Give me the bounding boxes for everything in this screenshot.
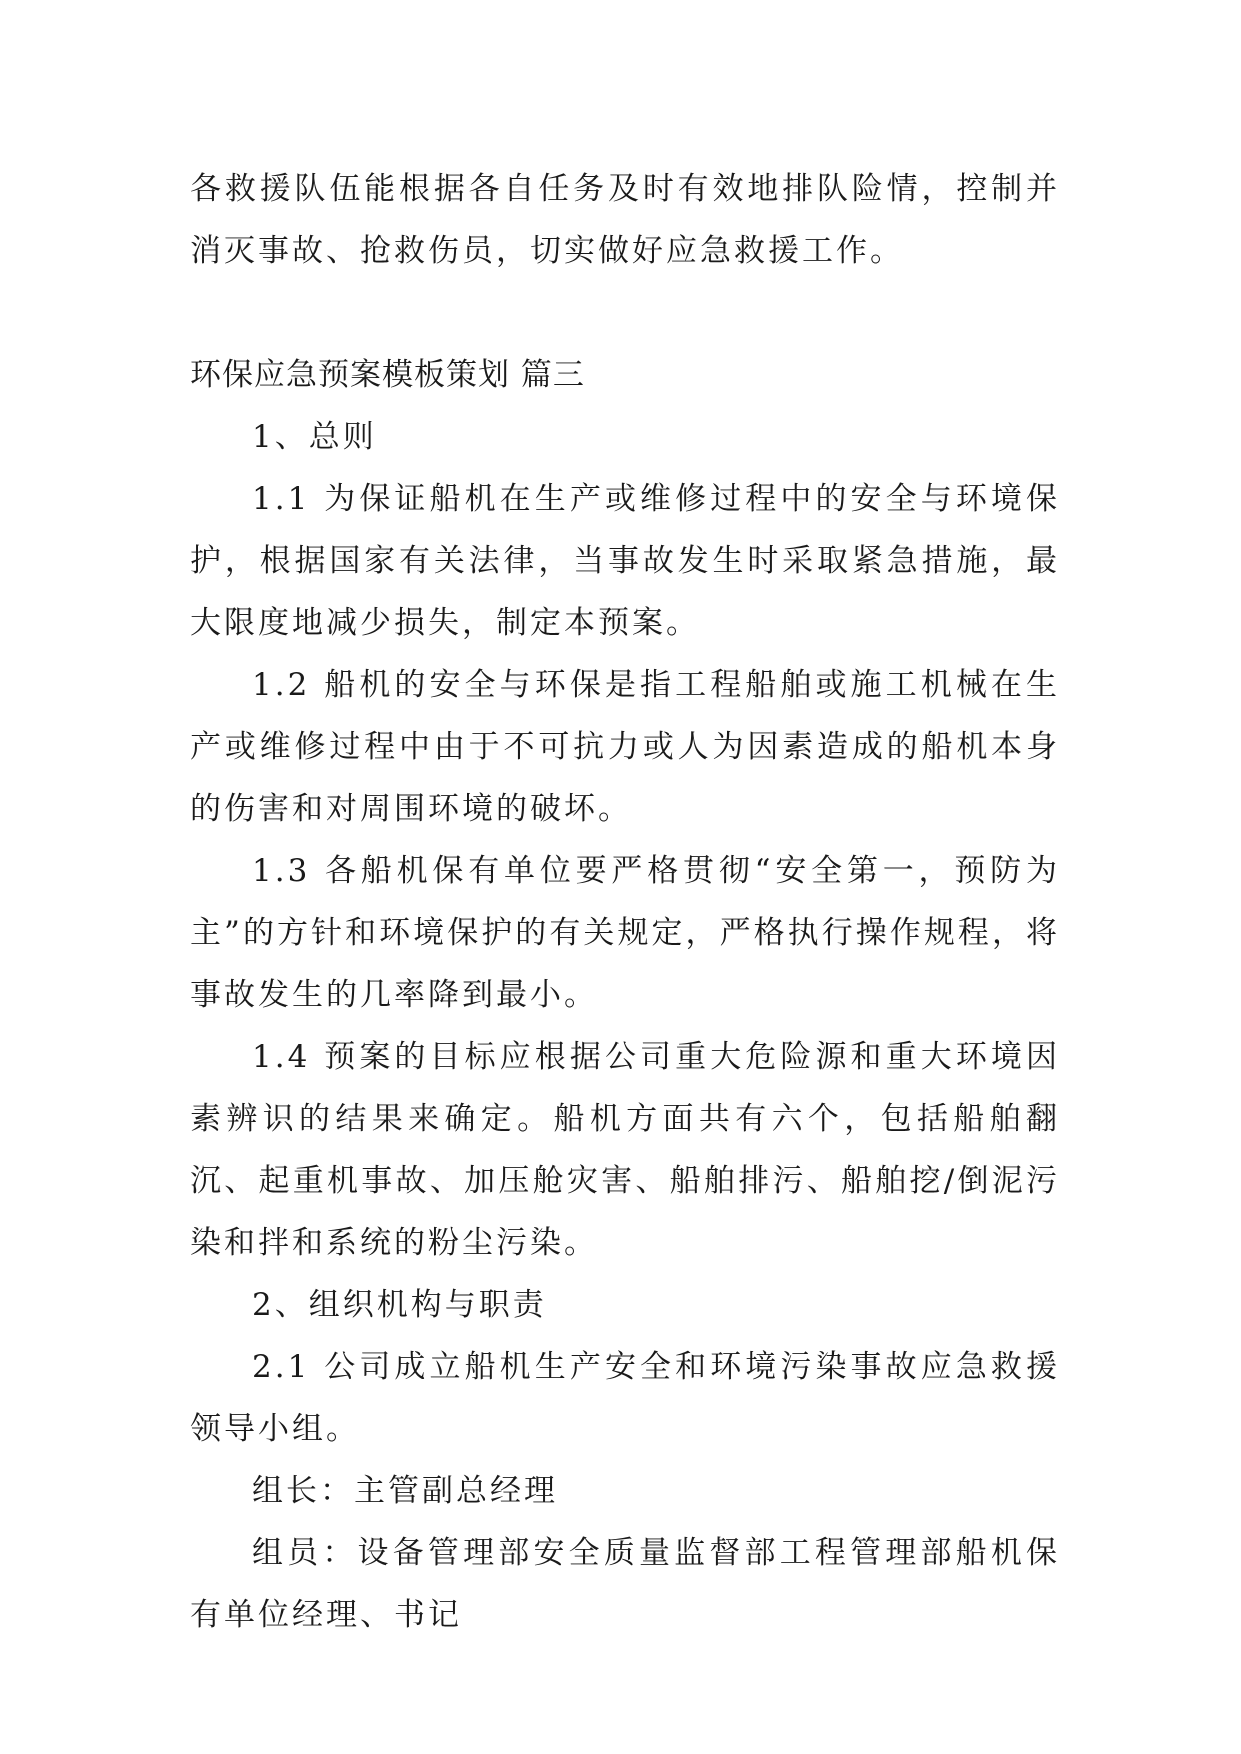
group-members: 组员：设备管理部安全质量监督部工程管理部船机保有单位经理、书记 <box>190 1535 1060 1633</box>
paragraph-1-1: 1.1 为保证船机在生产或维修过程中的安全与环境保护，根据国家有关法律，当事故发生时采取紧急措施，最大限度地减少损失，制定本预案。 <box>190 481 1060 641</box>
paragraph-1-4: 1.4 预案的目标应根据公司重大危险源和重大环境因素辨识的结果来确定。船机方面共有六个，包括船舶翻沉、起重机事故、加压舱灾害、船舶排污、船舶挖/倒泥污染和拌和系统的粉尘污染。 <box>190 1039 1060 1261</box>
paragraph-intro: 各救援队伍能根据各自任务及时有效地排队险情，控制并消灭事故、抢救伤员，切实做好应急救援工作。 <box>190 171 1060 269</box>
paragraph-1-3: 1.3 各船机保有单位要严格贯彻“安全第一，预防为主”的方针和环境保护的有关规定，严格执行操作规程，将事故发生的几率降到最小。 <box>190 853 1060 1013</box>
paragraph-1-2: 1.2 船机的安全与环保是指工程船舶或施工机械在生产或维修过程中由于不可抗力或人为因素造成的船机本身的伤害和对周围环境的破坏。 <box>190 667 1060 827</box>
heading-organization: 2、组织机构与职责 <box>252 1287 547 1323</box>
section-title: 环保应急预案模板策划 篇三 <box>190 357 585 393</box>
document-body <box>190 158 1060 1646</box>
paragraph-2-1: 2.1 公司成立船机生产安全和环境污染事故应急救援领导小组。 <box>190 1349 1060 1447</box>
group-leader: 组长：主管副总经理 <box>252 1473 558 1509</box>
heading-general-principles: 1、总则 <box>252 419 377 455</box>
